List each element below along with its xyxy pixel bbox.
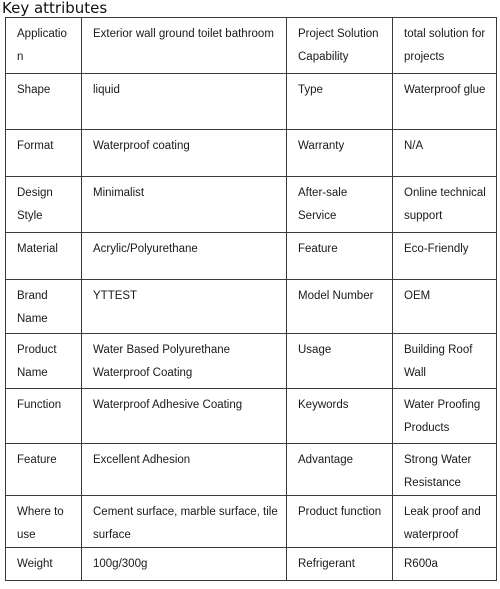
attribute-name: Type — [287, 74, 393, 130]
attribute-name: Material — [6, 233, 82, 280]
table-row — [6, 548, 497, 581]
attribute-value: OEM — [393, 280, 497, 334]
attributes-table — [5, 17, 497, 581]
attribute-value: Cement surface, marble surface, tile surface — [82, 496, 287, 548]
attribute-name: Format — [6, 130, 82, 177]
attribute-value: Minimalist — [82, 177, 287, 233]
attribute-value: Building Roof Wall — [393, 334, 497, 389]
table-row — [6, 444, 497, 496]
attribute-value: Water Based Polyurethane Waterproof Coating — [82, 334, 287, 389]
attribute-value: Strong Water Resistance — [393, 444, 497, 496]
attribute-name: Usage — [287, 334, 393, 389]
attribute-name: Design Style — [6, 177, 82, 233]
attribute-value: Online technical support — [393, 177, 497, 233]
attribute-value: R600a — [393, 548, 497, 581]
table-row — [6, 334, 497, 389]
attribute-name: Feature — [6, 444, 82, 496]
attribute-value: Excellent Adhesion — [82, 444, 287, 496]
attribute-name: Feature — [287, 233, 393, 280]
attribute-name: Refrigerant — [287, 548, 393, 581]
attribute-name: Keywords — [287, 389, 393, 444]
attribute-name: Product function — [287, 496, 393, 548]
attribute-name: After-sale Service — [287, 177, 393, 233]
attribute-name: Model Number — [287, 280, 393, 334]
attribute-name: Product Name — [6, 334, 82, 389]
table-row — [6, 280, 497, 334]
attribute-value: Waterproof glue — [393, 74, 497, 130]
attribute-name: Function — [6, 389, 82, 444]
attribute-name: Brand Name — [6, 280, 82, 334]
attribute-name: Shape — [6, 74, 82, 130]
attribute-name: Project Solution Capability — [287, 18, 393, 74]
table-row — [6, 389, 497, 444]
table-row — [6, 233, 497, 280]
table-row — [6, 130, 497, 177]
attribute-value: Exterior wall ground toilet bathroom — [82, 18, 287, 74]
table-row — [6, 18, 497, 74]
attribute-value: Acrylic/Polyurethane — [82, 233, 287, 280]
attribute-value: Leak proof and waterproof — [393, 496, 497, 548]
attribute-value: 100g/300g — [82, 548, 287, 581]
attribute-name: Advantage — [287, 444, 393, 496]
attribute-value: N/A — [393, 130, 497, 177]
attribute-value: total solution for projects — [393, 18, 497, 74]
attribute-value: Waterproof Adhesive Coating — [82, 389, 287, 444]
attribute-value: Waterproof coating — [82, 130, 287, 177]
table-row — [6, 177, 497, 233]
attribute-name: Where to use — [6, 496, 82, 548]
page-title: Key attributes — [2, 0, 108, 17]
attribute-name: Warranty — [287, 130, 393, 177]
table-row — [6, 74, 497, 130]
attribute-name: Weight — [6, 548, 82, 581]
attribute-value: Eco-Friendly — [393, 233, 497, 280]
attribute-value: liquid — [82, 74, 287, 130]
attribute-value: YTTEST — [82, 280, 287, 334]
attribute-value: Water Proofing Products — [393, 389, 497, 444]
table-row — [6, 496, 497, 548]
attribute-name: Application — [6, 18, 82, 74]
